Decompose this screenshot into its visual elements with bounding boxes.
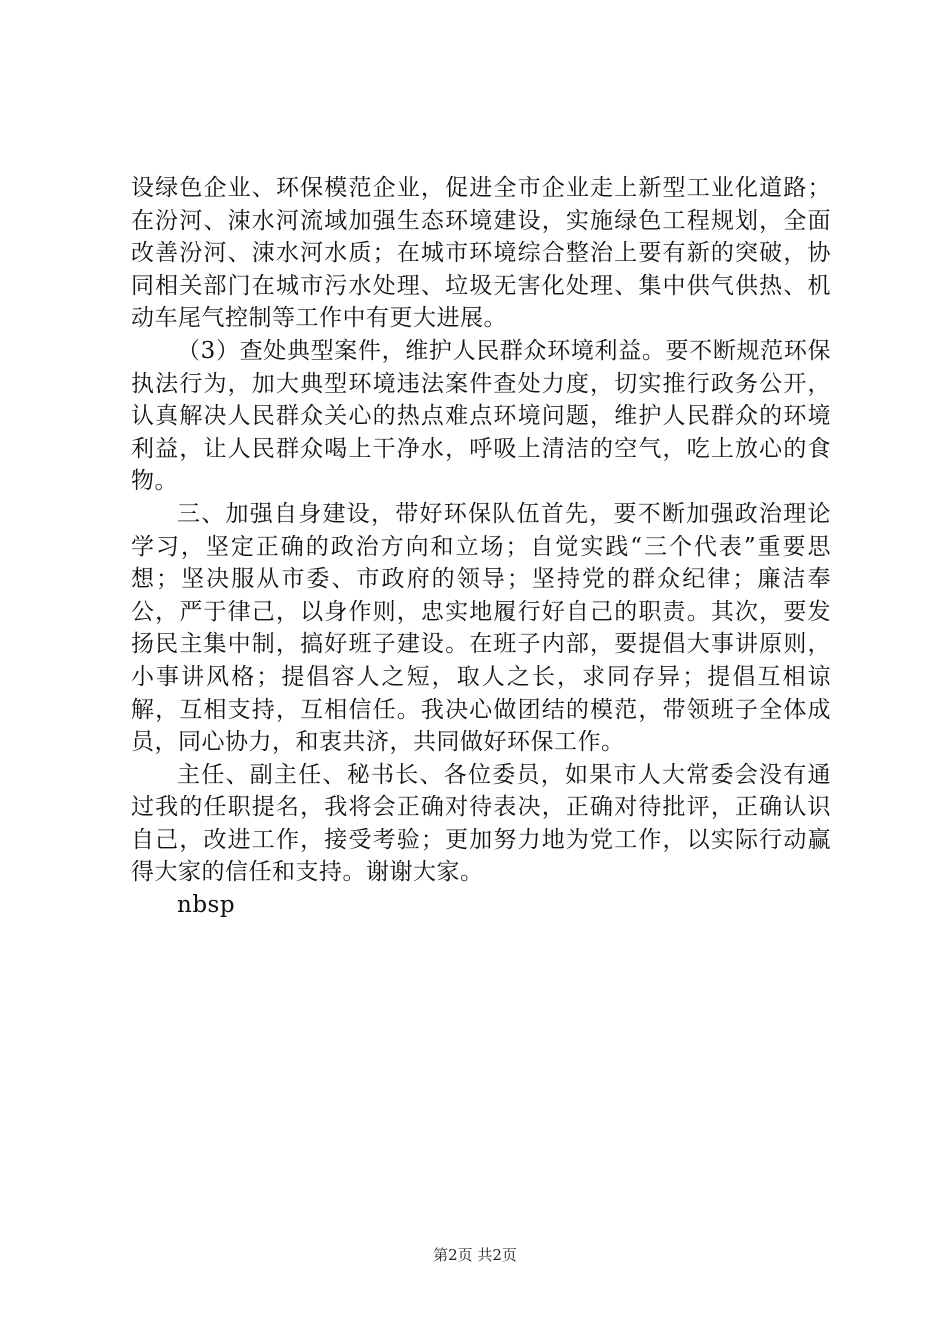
paragraph-section-3: 三、加强自身建设，带好环保队伍首先，要不断加强政治理论学习，坚定正确的政治方向和立场；自觉实践“三个代表”重要思想；坚决服从市委、市政府的领导；坚持党的群众纪律；廉洁奉公，严于律己，以身作则，忠实地履行好自己的职责。其次，要发扬民主集中制，搞好班子建设。在班子内部，要提倡大事讲原则，小事讲风格；提倡容人之短，取人之长，求同存异；提倡互相谅解，互相支持，互相信任。我决心做团结的模范，带领班子全体成员，同心协力，和衷共济，共同做好环保工作。 — [131, 500, 831, 756]
paragraph-closing: 主任、副主任、秘书长、各位委员，如果市人大常委会没有通过我的任职提名，我将会正确对待表决，正确对待批评，正确认识自己，改进工作，接受考验；更加努力地为党工作，以实际行动赢得大家的信任和支持。谢谢大家。 — [131, 761, 831, 886]
document-body — [131, 172, 831, 922]
page-number-footer: 第2页 共2页 — [433, 1246, 517, 1264]
paragraph-point-3: （3）查处典型案件，维护人民群众环境利益。要不断规范环保执法行为，加大典型环境违法案件查处力度，切实推行政务公开，认真解决人民群众关心的热点难点环境问题，维护人民群众的环境利益，让人民群众喝上干净水，呼吸上清洁的空气，吃上放心的食物。 — [131, 337, 831, 495]
paragraph-nbsp: nbsp — [177, 892, 236, 919]
paragraph-continuation: 设绿色企业、环保模范企业，促进全市企业走上新型工业化道路；在汾河、涑水河流域加强生态环境建设，实施绿色工程规划，全面改善汾河、涑水河水质；在城市环境综合整治上要有新的突破，协同相关部门在城市污水处理、垃圾无害化处理、集中供气供热、机动车尾气控制等工作中有更大进展。 — [131, 175, 831, 332]
